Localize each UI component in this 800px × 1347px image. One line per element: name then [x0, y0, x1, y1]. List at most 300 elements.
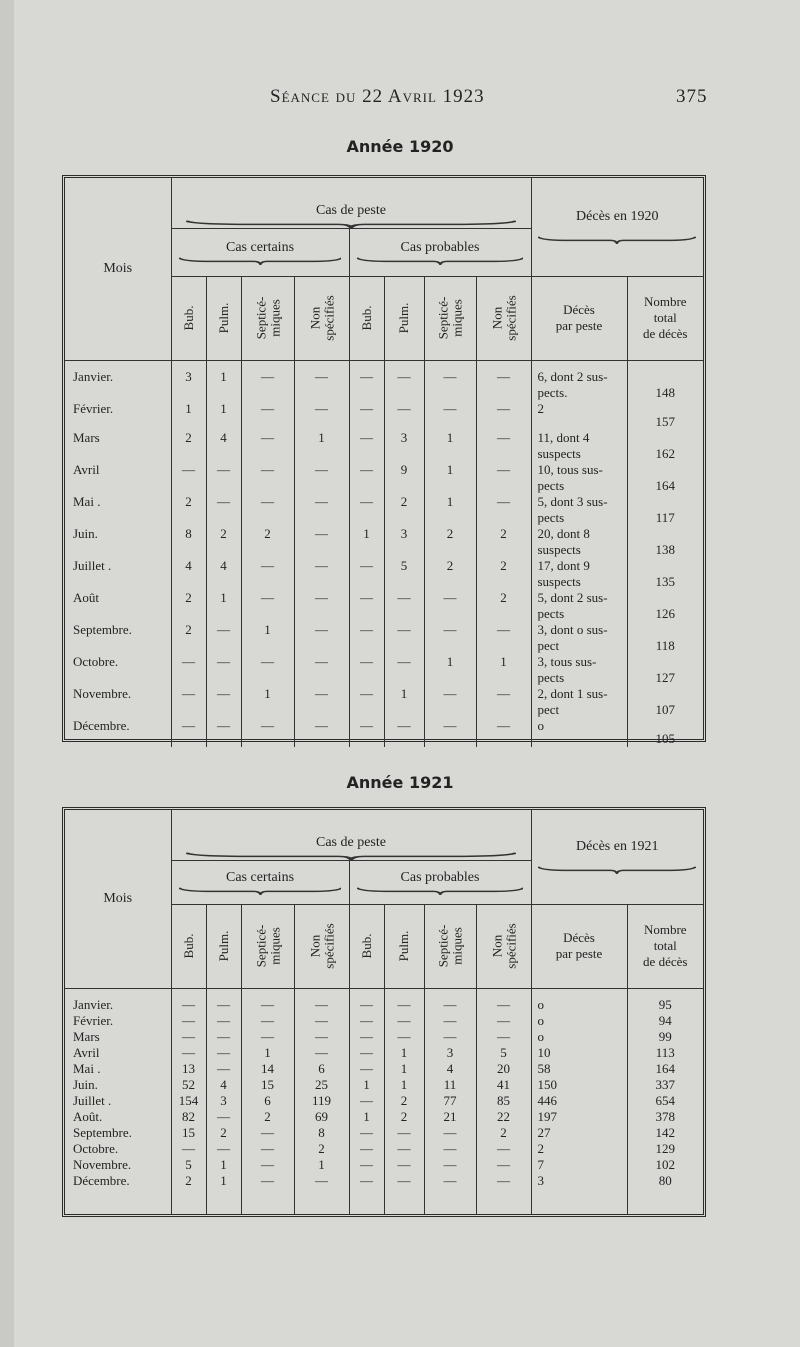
total-cell: 148 [627, 369, 703, 401]
brace-icon [357, 256, 524, 265]
value-cell: 2 [476, 590, 531, 622]
value-cell: — [476, 997, 531, 1013]
brace-icon [179, 886, 342, 895]
cas-certains-label: Cas certains [225, 869, 295, 885]
value-cell: — [476, 430, 531, 462]
month-cell: Août. [65, 1109, 171, 1125]
value-cell: 20 [476, 1061, 531, 1077]
value-cell: — [294, 622, 349, 654]
deces-cell: 3, tous sus- pects [531, 654, 627, 686]
month-cell: Juin. [65, 526, 171, 558]
value-cell: — [424, 590, 476, 622]
value-cell: — [241, 1141, 294, 1157]
value-cell: — [384, 1173, 424, 1189]
value-cell: — [384, 1141, 424, 1157]
value-cell: 2 [241, 1109, 294, 1125]
total-cell: 95 [627, 997, 703, 1013]
deces-cell: 3 [531, 1173, 627, 1189]
value-cell: — [476, 369, 531, 401]
value-cell: 2 [476, 558, 531, 590]
table-row [65, 590, 703, 622]
value-cell: — [182, 996, 195, 1012]
deces-cell: o [531, 718, 627, 747]
value-cell: — [206, 462, 241, 494]
month-cell: Février. [65, 1013, 171, 1029]
running-head [0, 86, 800, 112]
value-cell: — [384, 401, 424, 430]
deces-par-peste-header: Décès par peste [531, 276, 627, 360]
cas-de-peste-label: Cas de peste [316, 202, 386, 218]
value-cell: 1 [206, 1173, 241, 1189]
value-cell: 85 [476, 1093, 531, 1109]
value-cell: — [241, 558, 294, 590]
month-cell: Mai . [65, 494, 171, 526]
value-cell: — [182, 1140, 195, 1156]
value-cell: 3 [424, 1045, 476, 1061]
deces-cell: 27 [531, 1125, 627, 1141]
value-cell: — [206, 1029, 241, 1045]
value-cell: — [384, 369, 424, 401]
deces-cell: 197 [531, 1109, 627, 1125]
value-cell: — [294, 494, 349, 526]
value-cell: 1 [349, 526, 384, 558]
value-cell: 1 [424, 430, 476, 462]
value-cell: — [241, 462, 294, 494]
cas-certains-header [171, 860, 349, 904]
value-cell: 82 [182, 1108, 195, 1124]
value-cell: 4 [206, 1077, 241, 1093]
brace-icon [186, 851, 516, 860]
month-cell: Juillet . [65, 1093, 171, 1109]
value-cell: — [476, 1029, 531, 1045]
value-cell: — [349, 401, 384, 430]
deces-cell: 11, dont 4 suspects [531, 430, 627, 462]
month-cell: Mai . [65, 1061, 171, 1077]
deces-header [531, 810, 703, 904]
value-cell: — [424, 1157, 476, 1173]
cas-certains-label: Cas certains [225, 239, 295, 255]
deces-cell: 6, dont 2 sus- pects. [531, 369, 627, 401]
deces-cell: 5, dont 3 sus- pects [531, 494, 627, 526]
value-cell: — [241, 997, 294, 1013]
value-cell: — [384, 997, 424, 1013]
value-cell: — [349, 997, 384, 1013]
deces-cell: 7 [531, 1157, 627, 1173]
table-1921-body [65, 988, 703, 1214]
value-cell: — [424, 686, 476, 718]
value-cell: — [424, 997, 476, 1013]
table-row [65, 558, 703, 590]
month-cell: Janvier. [65, 997, 171, 1013]
value-cell: — [424, 369, 476, 401]
value-cell: — [241, 401, 294, 430]
total-cell: 135 [627, 558, 703, 590]
table-row [65, 462, 703, 494]
total-cell: 126 [627, 590, 703, 622]
deces-cell: o [531, 997, 627, 1013]
value-cell: — [349, 686, 384, 718]
value-cell: — [182, 653, 195, 669]
value-cell: — [294, 654, 349, 686]
month-cell: Décembre. [65, 1173, 171, 1189]
value-cell: — [294, 1013, 349, 1029]
septicemiques-header: Septicé- miques [241, 276, 294, 360]
value-cell: 6 [294, 1061, 349, 1077]
value-cell: 2 [241, 526, 294, 558]
value-cell: — [349, 494, 384, 526]
total-cell: 138 [627, 526, 703, 558]
deces-label: Décès en 1921 [576, 839, 659, 855]
value-cell: — [349, 1013, 384, 1029]
value-cell: — [424, 1141, 476, 1157]
value-cell: — [294, 718, 349, 747]
value-cell: — [349, 462, 384, 494]
value-cell: 9 [384, 462, 424, 494]
value-cell: 4 [206, 430, 241, 462]
value-cell: 41 [476, 1077, 531, 1093]
total-cell: 337 [627, 1077, 703, 1093]
value-cell: 4 [185, 557, 192, 573]
value-cell: — [241, 590, 294, 622]
value-cell: — [206, 718, 241, 747]
value-cell: 14 [241, 1061, 294, 1077]
value-cell: — [241, 1173, 294, 1189]
deces-cell: 17, dont 9 suspects [531, 558, 627, 590]
value-cell: 5 [384, 558, 424, 590]
value-cell: — [476, 718, 531, 747]
value-cell: — [349, 590, 384, 622]
value-cell: 1 [294, 1157, 349, 1173]
cas-probables-header [349, 860, 531, 904]
value-cell: 1 [424, 462, 476, 494]
mois-header: Mois [65, 810, 171, 988]
page-number: 375 [676, 86, 708, 107]
table-row [65, 1109, 703, 1125]
deces-cell: 10, tous sus- pects [531, 462, 627, 494]
month-cell: Août [65, 590, 171, 622]
total-cell: 105 [627, 718, 703, 747]
septicemiques-header: Septicé- miques [424, 276, 476, 360]
value-cell: 1 [424, 494, 476, 526]
value-cell: 2 [185, 589, 192, 605]
value-cell: — [476, 401, 531, 430]
deces-header [531, 178, 703, 276]
pulm-header: Pulm. [384, 904, 424, 988]
value-cell: 2 [185, 429, 192, 445]
value-cell: — [424, 1029, 476, 1045]
table-row [65, 526, 703, 558]
bub-header: Bub. [171, 276, 206, 360]
total-cell: 654 [627, 1093, 703, 1109]
total-cell: 94 [627, 1013, 703, 1029]
value-cell: — [349, 1125, 384, 1141]
month-cell: Mars [65, 1029, 171, 1045]
non-specifies-header: Non spécifiés [294, 276, 349, 360]
non-specifies-header: Non spécifiés [476, 904, 531, 988]
value-cell: 2 [294, 1141, 349, 1157]
value-cell: 21 [424, 1109, 476, 1125]
value-cell: — [349, 1173, 384, 1189]
deces-cell: 2 [531, 401, 627, 430]
value-cell: — [424, 1013, 476, 1029]
value-cell: — [241, 718, 294, 747]
total-cell: 157 [627, 401, 703, 430]
value-cell: — [241, 1029, 294, 1045]
month-cell: Octobre. [65, 654, 171, 686]
brace-icon [186, 219, 516, 228]
month-cell: Septembre. [65, 1125, 171, 1141]
deces-par-peste-header: Décès par peste [531, 904, 627, 988]
value-cell: 2 [384, 1093, 424, 1109]
non-specifies-header: Non spécifiés [294, 904, 349, 988]
value-cell: — [294, 462, 349, 494]
pulm-header: Pulm. [384, 276, 424, 360]
value-cell: 2 [424, 558, 476, 590]
deces-cell: 20, dont 8 suspects [531, 526, 627, 558]
value-cell: 1 [241, 1045, 294, 1061]
value-cell: — [206, 1141, 241, 1157]
value-cell: — [384, 1013, 424, 1029]
value-cell: 2 [384, 1109, 424, 1125]
value-cell: — [476, 686, 531, 718]
value-cell: — [384, 622, 424, 654]
nombre-total-header: Nombre total de décès [627, 904, 703, 988]
table-row [65, 1029, 703, 1045]
value-cell: — [349, 1157, 384, 1173]
table-row [65, 654, 703, 686]
value-cell: 1 [206, 401, 241, 430]
value-cell: 1 [185, 400, 192, 416]
value-cell: — [349, 1061, 384, 1077]
cas-de-peste-label: Cas de peste [316, 834, 386, 850]
value-cell: — [349, 430, 384, 462]
brace-icon [357, 886, 524, 895]
value-cell: 15 [182, 1124, 195, 1140]
value-cell: — [206, 1061, 241, 1077]
nombre-total-header: Nombre total de décès [627, 276, 703, 360]
cas-certains-header [171, 228, 349, 276]
deces-cell: 10 [531, 1045, 627, 1061]
month-cell: Octobre. [65, 1141, 171, 1157]
month-cell: Juin. [65, 1077, 171, 1093]
value-cell: 154 [178, 1092, 199, 1108]
total-cell: 80 [627, 1173, 703, 1189]
value-cell: — [476, 1157, 531, 1173]
value-cell: 1 [206, 369, 241, 401]
deces-cell: 446 [531, 1093, 627, 1109]
value-cell: 22 [476, 1109, 531, 1125]
value-cell: 1 [206, 1157, 241, 1173]
deces-cell: o [531, 1013, 627, 1029]
septicemiques-header: Septicé- miques [424, 904, 476, 988]
value-cell: — [294, 369, 349, 401]
total-cell: 99 [627, 1029, 703, 1045]
value-cell: — [349, 1029, 384, 1045]
value-cell: 6 [241, 1093, 294, 1109]
table-row [65, 401, 703, 430]
month-cell: Février. [65, 401, 171, 430]
value-cell: — [384, 654, 424, 686]
value-cell: — [384, 718, 424, 747]
deces-cell: 150 [531, 1077, 627, 1093]
value-cell: 5 [476, 1045, 531, 1061]
value-cell: — [206, 494, 241, 526]
value-cell: 2 [206, 526, 241, 558]
value-cell: — [182, 461, 195, 477]
total-cell: 113 [627, 1045, 703, 1061]
value-cell: — [182, 1012, 195, 1028]
cas-de-peste-header [171, 810, 531, 860]
total-cell: 164 [627, 1061, 703, 1077]
value-cell: 1 [349, 1109, 384, 1125]
value-cell: — [384, 1157, 424, 1173]
value-cell: 15 [241, 1077, 294, 1093]
total-cell: 107 [627, 686, 703, 718]
table-row [65, 718, 703, 747]
deces-cell: 58 [531, 1061, 627, 1077]
value-cell: — [349, 622, 384, 654]
table-row [65, 686, 703, 718]
month-cell: Mars [65, 430, 171, 462]
value-cell: — [294, 1173, 349, 1189]
value-cell: — [206, 654, 241, 686]
table-row [65, 369, 703, 401]
brace-icon [538, 235, 696, 244]
value-cell: — [294, 526, 349, 558]
value-cell: 11 [424, 1077, 476, 1093]
month-cell: Septembre. [65, 622, 171, 654]
table-1920-title: Année 1920 [346, 137, 454, 156]
value-cell: — [241, 369, 294, 401]
value-cell: — [294, 558, 349, 590]
value-cell: — [384, 1125, 424, 1141]
bub-header: Bub. [349, 904, 384, 988]
total-cell: 164 [627, 462, 703, 494]
value-cell: — [294, 686, 349, 718]
value-cell: — [241, 1157, 294, 1173]
table-row [65, 494, 703, 526]
value-cell: 2 [476, 526, 531, 558]
value-cell: 4 [206, 558, 241, 590]
table-row [65, 1173, 703, 1189]
value-cell: 1 [476, 654, 531, 686]
value-cell: — [476, 494, 531, 526]
month-cell: Novembre. [65, 686, 171, 718]
value-cell: 13 [182, 1060, 195, 1076]
value-cell: — [206, 622, 241, 654]
value-cell: — [206, 1045, 241, 1061]
cas-probables-label: Cas probables [400, 239, 480, 255]
value-cell: 2 [185, 1172, 192, 1188]
value-cell: 25 [294, 1077, 349, 1093]
value-cell: 1 [349, 1077, 384, 1093]
value-cell: — [349, 1045, 384, 1061]
value-cell: — [241, 494, 294, 526]
table-1921 [62, 807, 706, 1217]
bub-header: Bub. [349, 276, 384, 360]
value-cell: — [424, 622, 476, 654]
value-cell: — [182, 1044, 195, 1060]
value-cell: — [241, 1125, 294, 1141]
value-cell: 69 [294, 1109, 349, 1125]
deces-cell: 2 [531, 1141, 627, 1157]
value-cell: — [241, 430, 294, 462]
value-cell: — [476, 462, 531, 494]
month-cell: Avril [65, 1045, 171, 1061]
value-cell: 3 [206, 1093, 241, 1109]
value-cell: 2 [424, 526, 476, 558]
table-row [65, 1045, 703, 1061]
value-cell: — [294, 1045, 349, 1061]
value-cell: — [384, 590, 424, 622]
table-1921-title: Année 1921 [346, 773, 454, 792]
total-cell: 378 [627, 1109, 703, 1125]
table-row [65, 622, 703, 654]
table-row [65, 1093, 703, 1109]
total-cell: 102 [627, 1157, 703, 1173]
value-cell: 3 [185, 368, 192, 384]
value-cell: 77 [424, 1093, 476, 1109]
value-cell: 1 [241, 622, 294, 654]
value-cell: 2 [185, 493, 192, 509]
value-cell: — [476, 622, 531, 654]
value-cell: — [424, 718, 476, 747]
month-cell: Janvier. [65, 369, 171, 401]
value-cell: 1 [384, 686, 424, 718]
total-cell: 118 [627, 622, 703, 654]
table-row [65, 1141, 703, 1157]
value-cell: — [476, 1013, 531, 1029]
value-cell: — [182, 1028, 195, 1044]
table-row [65, 1125, 703, 1141]
running-title: Séance du 22 Avril 1923 [270, 86, 485, 107]
value-cell: — [294, 590, 349, 622]
value-cell: 1 [384, 1045, 424, 1061]
total-cell: 142 [627, 1125, 703, 1141]
table-1920 [62, 175, 706, 746]
value-cell: — [294, 401, 349, 430]
value-cell: — [349, 1093, 384, 1109]
table-row [65, 1013, 703, 1029]
table-row [65, 430, 703, 462]
value-cell: 4 [424, 1061, 476, 1077]
table-row [65, 1061, 703, 1077]
value-cell: — [349, 369, 384, 401]
value-cell: — [424, 401, 476, 430]
value-cell: 1 [424, 654, 476, 686]
value-cell: — [182, 717, 195, 733]
value-cell: 1 [241, 686, 294, 718]
value-cell: 2 [185, 621, 192, 637]
value-cell: 2 [384, 494, 424, 526]
value-cell: — [206, 1109, 241, 1125]
total-cell: 117 [627, 494, 703, 526]
non-specifies-header: Non spécifiés [476, 276, 531, 360]
value-cell: 8 [185, 525, 192, 541]
deces-cell: o [531, 1029, 627, 1045]
value-cell: 1 [294, 430, 349, 462]
value-cell: 1 [206, 590, 241, 622]
value-cell: — [294, 997, 349, 1013]
month-cell: Décembre. [65, 718, 171, 747]
pulm-header: Pulm. [206, 276, 241, 360]
table-1920-body [65, 360, 703, 747]
value-cell: — [349, 718, 384, 747]
value-cell: — [241, 1013, 294, 1029]
deces-cell: 5, dont 2 sus- pects [531, 590, 627, 622]
value-cell: — [349, 654, 384, 686]
deces-cell: 3, dont o sus- pect [531, 622, 627, 654]
